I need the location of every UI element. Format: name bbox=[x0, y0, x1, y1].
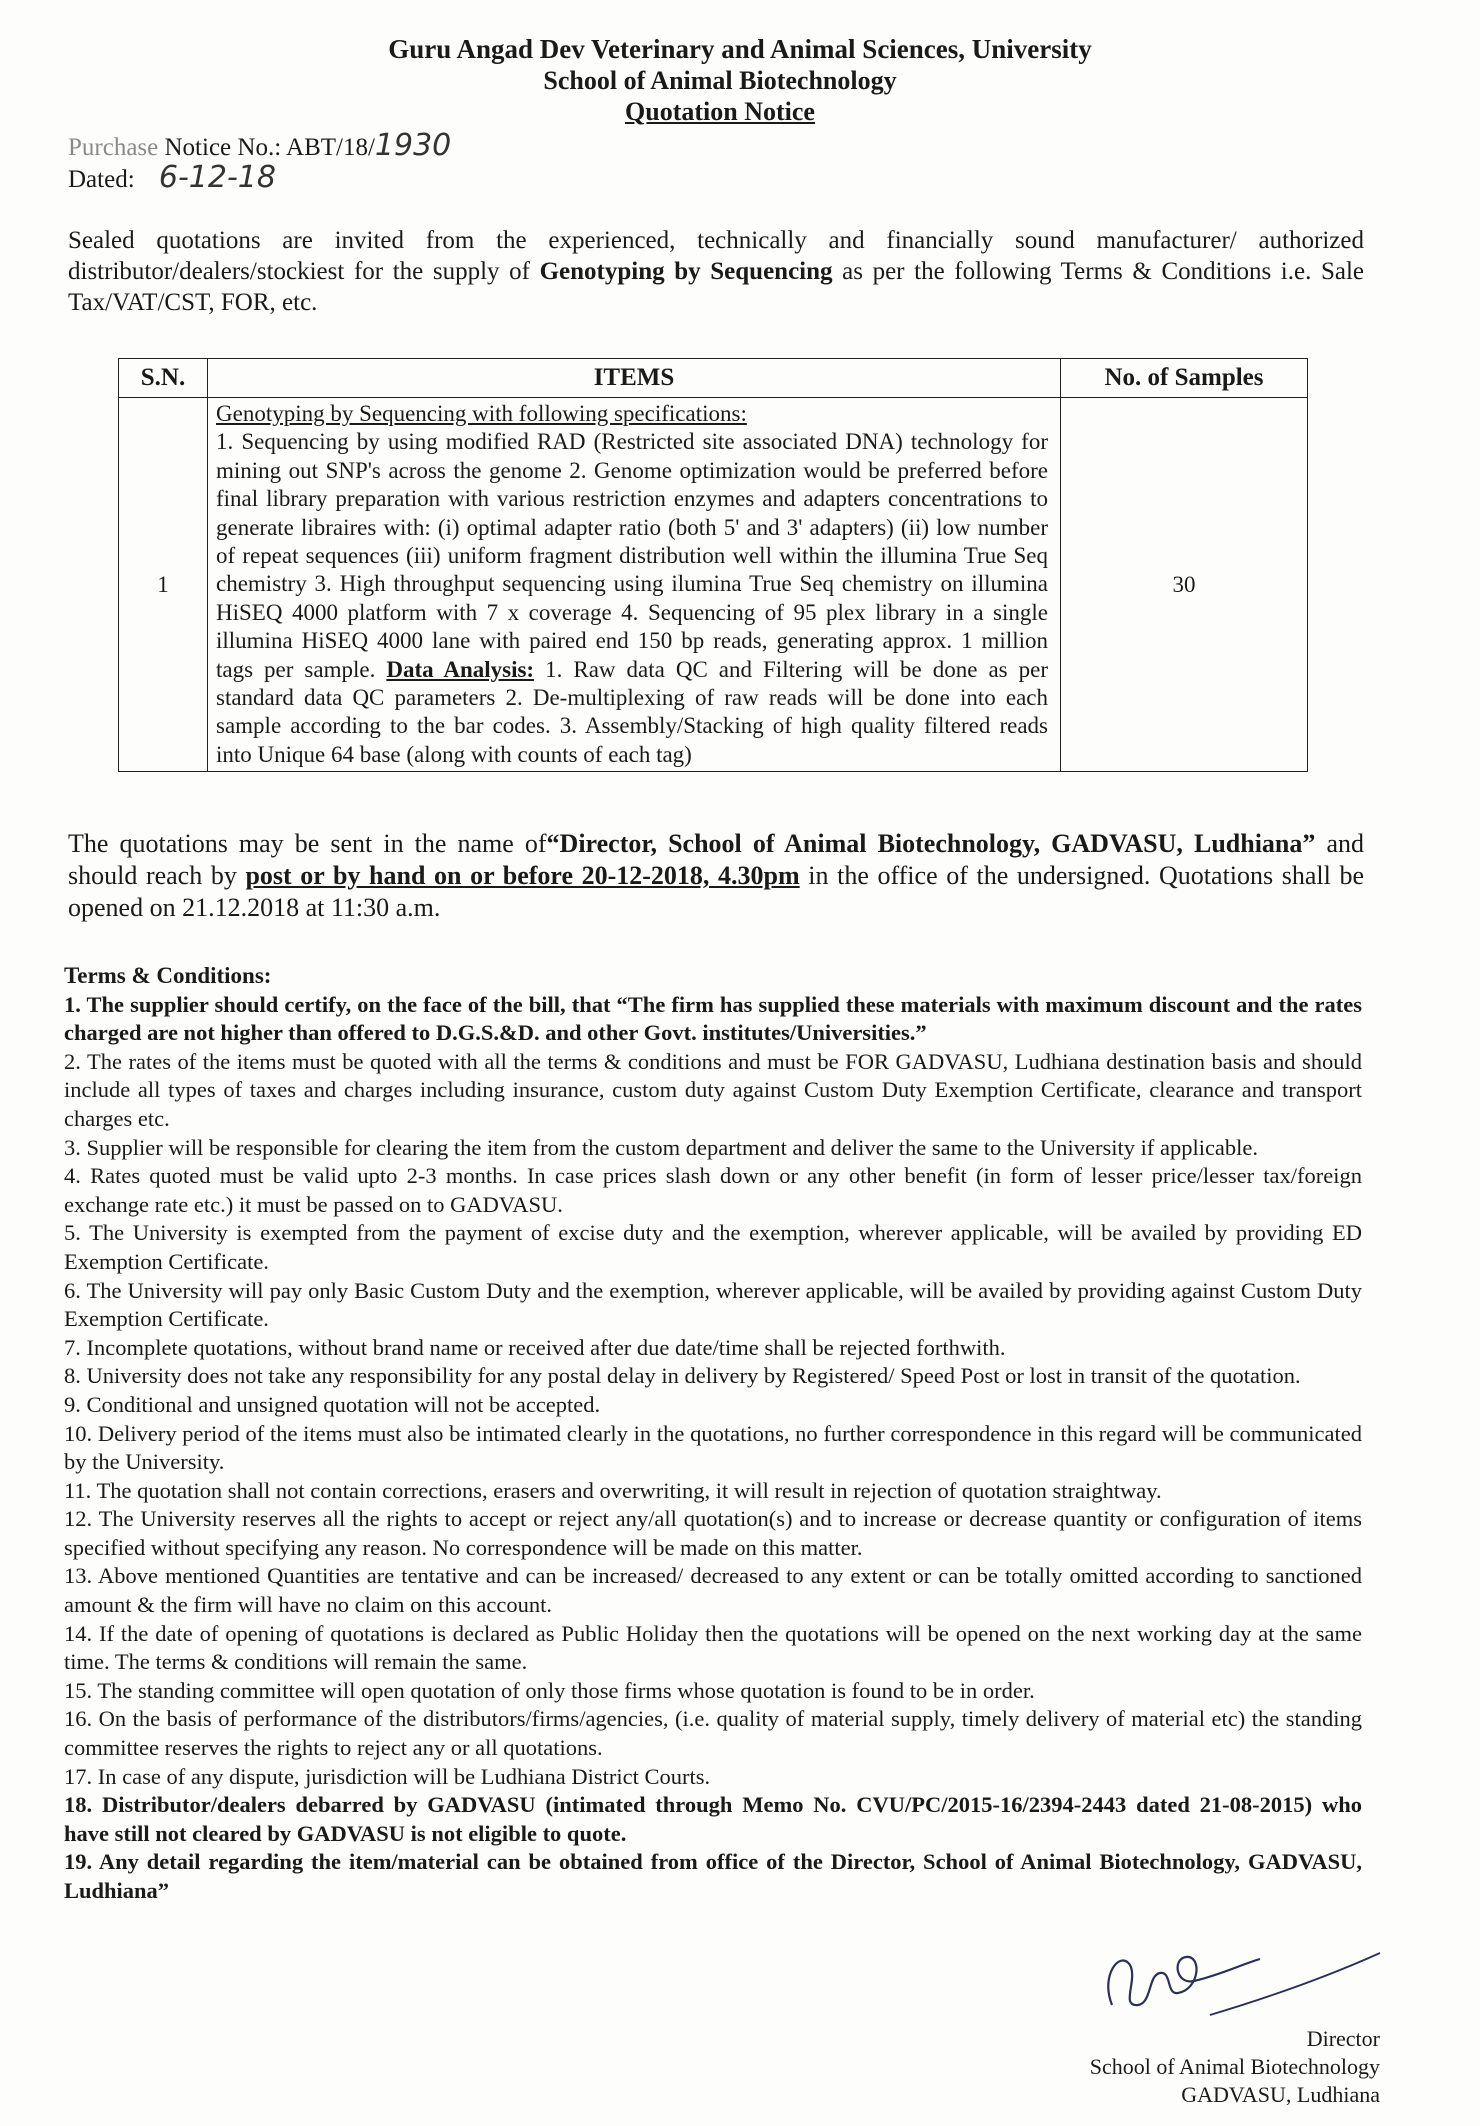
table-header-row bbox=[119, 359, 1308, 398]
intro-paragraph bbox=[68, 225, 1364, 318]
signature-mark bbox=[1090, 1945, 1390, 2025]
intro-post: as per the following Terms & Conditions i.e. Sale Tax/VAT/CST, FOR, etc. bbox=[68, 258, 1365, 316]
spec-title: Genotyping by Sequencing with following specifications: bbox=[216, 401, 747, 426]
dated-handwritten: 6-12-18 bbox=[158, 160, 276, 195]
header-samples: No. of Samples bbox=[1061, 359, 1308, 398]
terms-section bbox=[64, 962, 1362, 1906]
term-item: 6. The University will pay only Basic Custom Duty and the exemption, wherever applicable, will be availed by providing against Custom Duty Exemption Certificate. bbox=[64, 1277, 1362, 1332]
row-items bbox=[208, 398, 1061, 772]
submission-paragraph bbox=[68, 828, 1364, 924]
intro-pre: Sealed quotations are invited from the experienced, technically and financially sound manufacturer/ authorized distributor/dealers/stockiest for the supply of bbox=[68, 227, 1364, 285]
terms-list bbox=[64, 991, 1362, 1906]
purchase-notice-number bbox=[68, 128, 451, 163]
dated-label: Dated: bbox=[68, 166, 135, 193]
term-item: 1. The supplier should certify, on the face of the bill, that “The firm has supplied these materials with maximum discount and the rates charged are not higher than offered to D.G.S.&D. and other Govt. institutes/Universities.” bbox=[64, 991, 1362, 1046]
term-item: 16. On the basis of performance of the distributors/firms/agencies, (i.e. quality of material supply, timely delivery of material etc) the standing committee reserves the rights to reject any or all quotations. bbox=[64, 1706, 1362, 1761]
signature-block bbox=[1020, 2025, 1380, 2109]
term-item: 7. Incomplete quotations, without brand name or received after due date/time shall be rejected forthwith. bbox=[64, 1334, 1006, 1360]
signatory-title: Director bbox=[1306, 2026, 1380, 2051]
header-sn: S.N. bbox=[119, 359, 208, 398]
term-item: 10. Delivery period of the items must also be intimated clearly in the quotations, no further correspondence in this regard will be communicated by the University. bbox=[64, 1420, 1362, 1475]
term-item: 5. The University is exempted from the payment of excise duty and the exemption, wherever applicable, will be availed by providing ED Exemption Certificate. bbox=[64, 1220, 1362, 1274]
submission-pre: The quotations may be sent in the name of bbox=[68, 829, 547, 858]
notice-no-label: Notice No.: ABT/18/ bbox=[158, 134, 375, 161]
notice-date bbox=[68, 160, 276, 195]
term-item: 12. The University reserves all the rights to accept or reject any/all quotation(s) and to increase or decrease quantity or configuration of items specified without specifying any reason. No correspondence will be made on this matter. bbox=[64, 1506, 1362, 1560]
term-item: 4. Rates quoted must be valid upto 2-3 months. In case prices slash down or any other benefit (in form of lesser price/lesser tax/foreign exchange rate etc.) it must be passed on to GADVASU. bbox=[64, 1163, 1362, 1217]
term-item: 13. Above mentioned Quantities are tentative and can be increased/ decreased to any extent or can be totally omitted according to sanctioned amount & the firm will have no claim on this account. bbox=[64, 1563, 1362, 1618]
row-sn: 1 bbox=[119, 398, 208, 772]
intro-item: Genotyping by Sequencing bbox=[539, 258, 833, 285]
terms-title: Terms & Conditions: bbox=[64, 963, 272, 988]
header-items: ITEMS bbox=[208, 359, 1061, 398]
submission-deadline: post or by hand on or before 20-12-2018, 4.30pm bbox=[245, 861, 800, 890]
term-item: 3. Supplier will be responsible for clearing the item from the custom department and deliver the same to the University if applicable. bbox=[64, 1134, 1259, 1160]
term-item: 19. Any detail regarding the item/material can be obtained from office of the Director, School of Animal Biotechnology, GADVASU, Ludhiana” bbox=[64, 1849, 1362, 1903]
signature-flourish bbox=[1210, 1953, 1380, 2015]
submission-mid: and should reach by bbox=[68, 829, 1365, 890]
term-item: 11. The quotation shall not contain corrections, erasers and overwriting, it will result in rejection of quotation straightway. bbox=[64, 1477, 1162, 1503]
notice-no-handwritten: 1930 bbox=[374, 128, 452, 163]
term-item: 17. In case of any dispute, jurisdiction will be Ludhiana District Courts. bbox=[64, 1763, 711, 1789]
row-samples: 30 bbox=[1061, 398, 1308, 772]
purchase-label: Purchase bbox=[68, 134, 159, 161]
notice-type-title: Quotation Notice bbox=[625, 97, 815, 126]
term-item: 9. Conditional and unsigned quotation will not be accepted. bbox=[64, 1391, 601, 1417]
term-item: 2. The rates of the items must be quoted with all the terms & conditions and must be FOR GADVASU, Ludhiana destination basis and should include all types of taxes and charges including insurance, custom duty against Custom Duty Exemption Certificate, clearance and transport charges etc. bbox=[64, 1048, 1362, 1131]
signature-stroke bbox=[1108, 1957, 1260, 2005]
term-item: 14. If the date of opening of quotations is declared as Public Holiday then the quotations will be opened on the next working day at the same time. The terms & conditions will remain the same. bbox=[64, 1620, 1362, 1675]
term-item: 15. The standing committee will open quotation of only those firms whose quotation is found to be in order. bbox=[64, 1677, 1035, 1703]
signatory-place: GADVASU, Ludhiana bbox=[1181, 2082, 1380, 2107]
submission-post: in the office of the undersigned. Quotations shall be opened on 21.12.2018 at 11:30 a.m. bbox=[68, 861, 1364, 922]
signatory-school: School of Animal Biotechnology bbox=[1089, 2054, 1380, 2079]
term-item: 18. Distributor/dealers debarred by GADVASU (intimated through Memo No. CVU/PC/2015-16/2394-2443 dated 21-08-2015) who have still not cleared by GADVASU is not eligible to quote. bbox=[64, 1792, 1362, 1846]
analysis-body: 1. Raw data QC and Filtering will be done as per standard data QC parameters 2. De-multiplexing of raw reads will be done into each sample according to the bar codes. 3. Assembly/Stacking of high quality filtered reads into Unique 64 base (along with counts of each tag) bbox=[216, 656, 1048, 767]
university-name: Guru Angad Dev Veterinary and Animal Sciences, University bbox=[388, 34, 1092, 64]
term-item: 8. University does not take any responsibility for any postal delay in delivery by Registered/ Speed Post or lost in transit of the quotation. bbox=[64, 1363, 1301, 1389]
spec-body: 1. Sequencing by using modified RAD (Restricted site associated DNA) technology for mining out SNP's across the genome 2. Genome optimization would be preferred before final library preparation with various restriction enzymes and adapters concentrations to generate libraires with: (i) optimal adapter ratio (both 5' and 3' adapters) (ii) low number of repeat sequences (iii) uniform fragment distribution well within the illumina True Seq chemistry 3. High throughput sequencing using ilumina True Seq chemistry on illumina HiSEQ 4000 platform with 7 x coverage 4. Sequencing of 95 plex library in a single illumina HiSEQ 4000 lane with paired end 150 bp reads, generating approx. 1 million tags per sample. bbox=[216, 429, 1048, 682]
table-row bbox=[119, 398, 1308, 772]
items-table bbox=[118, 358, 1308, 772]
analysis-title: Data Analysis: bbox=[386, 656, 535, 682]
submission-addressee: “Director, School of Animal Biotechnology, GADVASU, Ludhiana” bbox=[546, 829, 1316, 858]
school-name: School of Animal Biotechnology bbox=[543, 66, 897, 95]
